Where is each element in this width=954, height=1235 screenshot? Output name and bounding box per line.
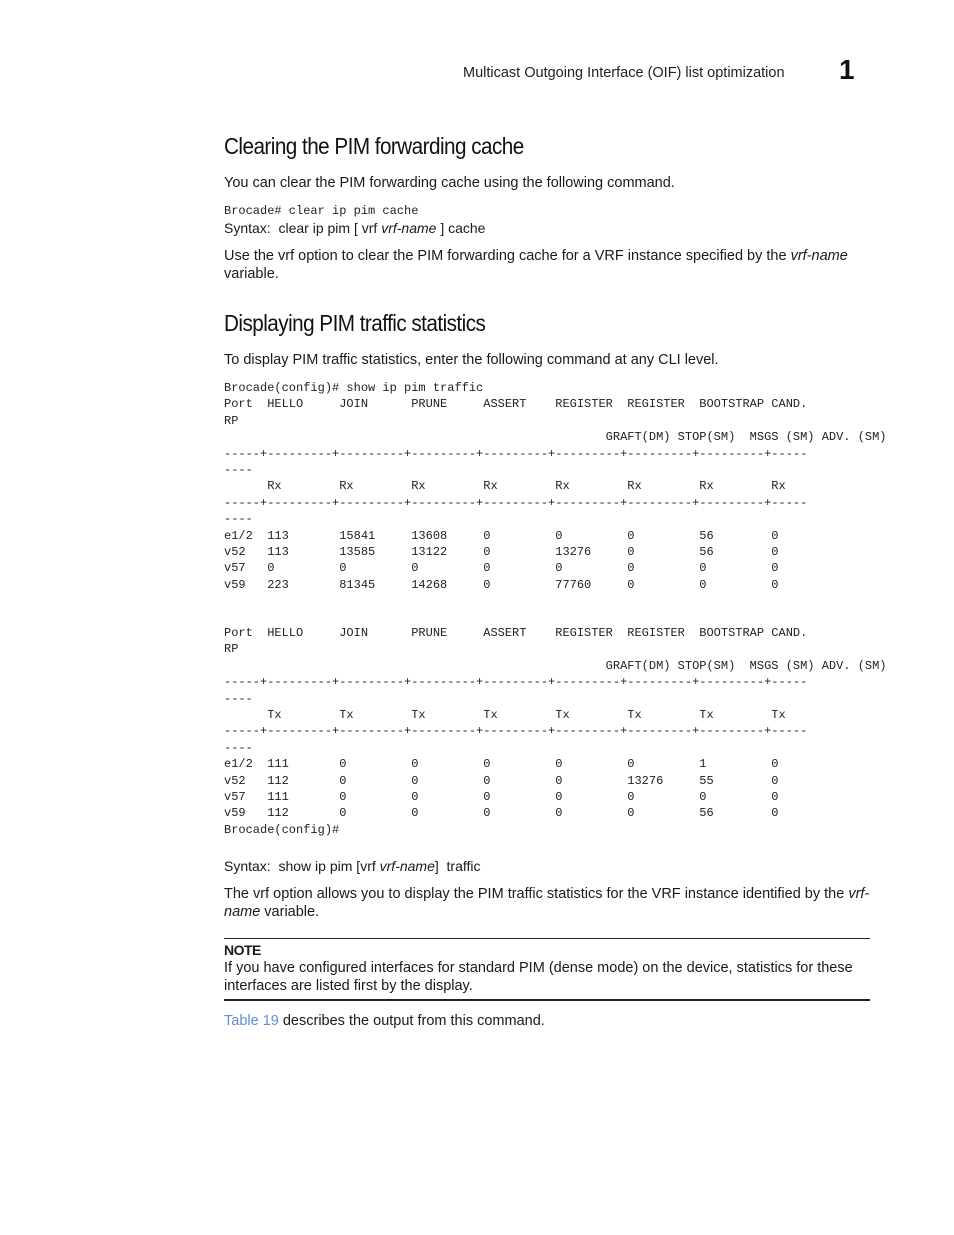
desc-text: Use the <box>224 248 278 264</box>
traffic-output-rx: Brocade(config)# show ip pim traffic Port HELLO JOIN PRUNE ASSERT REGISTER REGISTER BOOTSTRAP CAND. RP GRAFT(DM) STOP(SM) MSGS (SM) ADV. (SM) -----+---------+---------+---------+---------+---------+---------+---------+----- ---- Rx Rx Rx Rx Rx Rx Rx Rx -----+---------+---------+---------+---------+---------+---------+---------+----- ---- e1/2 113 15841 13608 0 0 0 56 0 v52 113 13585 13122 0 13276 0 56 0 v57 0 0 0 0 0 0 0 0 v59 223 81345 14268 0 77760 0 0 0 <box>224 381 887 592</box>
desc-text: option to clear the PIM forwarding cache for a VRF instance specified by the <box>294 248 791 264</box>
chapter-number: 1 <box>839 54 855 85</box>
clear-cache-command: Brocade# clear ip pim cache <box>224 204 419 218</box>
syntax-label: Syntax: <box>224 858 271 874</box>
syntax-vrf-keyword: vrf <box>361 220 378 236</box>
syntax-vrf-name-variable: vrf-name <box>379 858 435 874</box>
section1-intro: You can clear the PIM forwarding cache using the following command. <box>224 175 675 191</box>
syntax-tail: cache <box>448 220 486 236</box>
syntax-open-bracket: [ <box>353 220 358 236</box>
table-19-link[interactable]: Table 19 <box>224 1013 279 1029</box>
syntax-vrf-name-variable: vrf-name <box>381 220 437 236</box>
syntax-open-bracket: [ <box>356 858 361 874</box>
section-heading-displaying-traffic: Displaying PIM traffic statistics <box>224 310 486 336</box>
desc-text: The <box>224 886 254 902</box>
table-reference <box>224 1012 870 1030</box>
note-top-rule <box>224 938 870 939</box>
section-heading-clearing-cache: Clearing the PIM forwarding cache <box>224 133 524 159</box>
note-text: If you have configured interfaces for standard PIM (dense mode) on the device, statistics for these interfaces are listed first by the display. <box>224 960 853 994</box>
desc-text: option allows you to display the PIM traffic statistics for the VRF instance identified by the <box>269 886 849 902</box>
syntax-label: Syntax: <box>224 220 271 236</box>
section2-intro: To display PIM traffic statistics, enter the following command at any CLI level. <box>224 352 719 368</box>
syntax-close-bracket: ] <box>434 858 439 874</box>
desc-text: variable. <box>224 266 279 282</box>
desc-text: variable. <box>260 904 320 920</box>
desc-vrf-keyword: vrf <box>253 886 270 902</box>
section2-description <box>224 885 870 921</box>
traffic-output-tx: Port HELLO JOIN PRUNE ASSERT REGISTER REGISTER BOOTSTRAP CAND. RP GRAFT(DM) STOP(SM) MSGS (SM) ADV. (SM) -----+---------+---------+---------+---------+---------+---------+---------+----- ---- Tx Tx Tx Tx Tx Tx Tx Tx -----+---------+---------+---------+---------+---------+---------+---------+----- ---- e1/2 111 0 0 0 0 0 1 0 v52 112 0 0 0 0 13276 55 0 v57 111 0 0 0 0 0 0 0 v59 112 0 0 0 0 0 56 0 Brocade(config)# <box>224 626 887 837</box>
desc-vrf-name-variable: vrf-name <box>224 886 870 920</box>
desc-vrf-keyword: vrf <box>278 248 295 264</box>
note-label: NOTE <box>224 942 261 958</box>
syntax-command: show ip pim <box>278 858 353 874</box>
table-reference-text: describes the output from this command. <box>278 1013 545 1029</box>
syntax-command: clear ip pim <box>278 220 351 236</box>
note-bottom-rule <box>224 999 870 1001</box>
desc-vrf-name-variable: vrf-name <box>790 248 848 264</box>
running-header-title: Multicast Outgoing Interface (OIF) list optimization <box>463 65 785 81</box>
clear-cache-syntax <box>224 219 870 237</box>
syntax-close-bracket: ] <box>440 220 445 236</box>
show-traffic-syntax <box>224 857 870 875</box>
section1-description <box>224 247 870 283</box>
syntax-tail: traffic <box>446 858 481 874</box>
syntax-vrf-keyword: vrf <box>360 858 376 874</box>
